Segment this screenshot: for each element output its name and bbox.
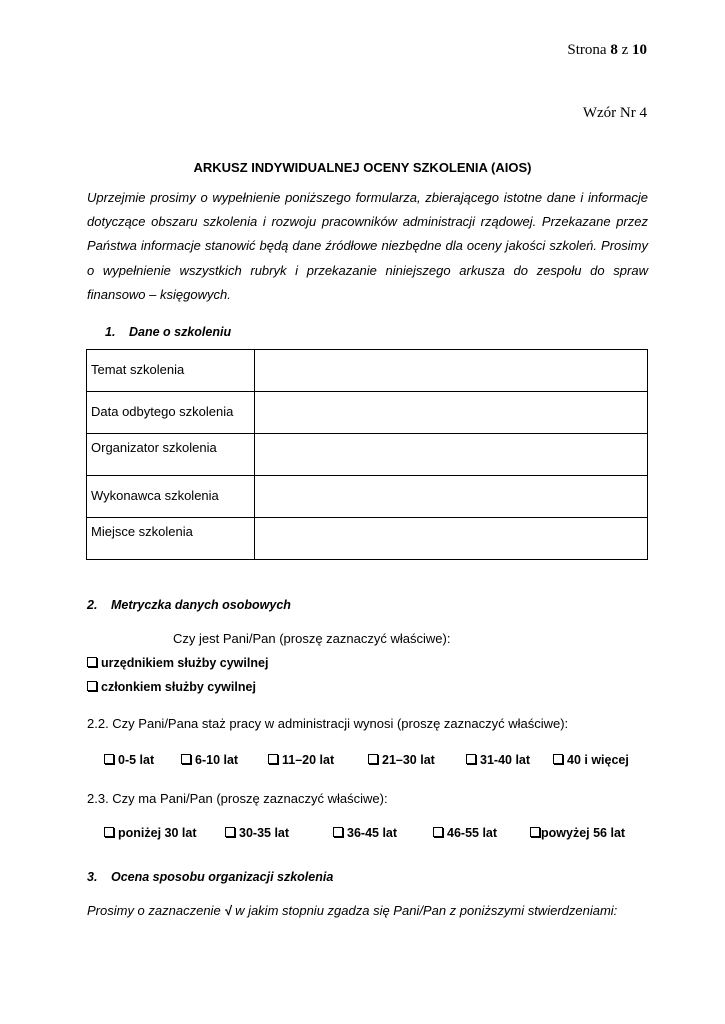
checkbox-icon[interactable]	[225, 827, 235, 837]
row-label: Organizator szkolenia	[87, 434, 255, 476]
checkbox-icon[interactable]	[87, 657, 97, 667]
option-staz-21-30[interactable]: 21–30 lat	[368, 753, 435, 767]
section-2-heading: 2. Metryczka danych osobowych	[87, 598, 291, 612]
option-staz-6-10[interactable]: 6-10 lat	[181, 753, 238, 767]
miejsce-field[interactable]	[255, 518, 648, 560]
table-row	[87, 350, 648, 392]
row-label: Temat szkolenia	[87, 350, 255, 392]
checkbox-icon[interactable]	[104, 827, 114, 837]
row-label: Data odbytego szkolenia	[87, 392, 255, 434]
checkbox-icon[interactable]	[268, 754, 278, 764]
question-2-2: 2.2. Czy Pani/Pana staż pracy w administracji wynosi (proszę zaznaczyć właściwe):	[87, 716, 569, 731]
training-data-table	[86, 349, 648, 560]
document-title: ARKUSZ INDYWIDUALNEJ OCENY SZKOLENIA (AIOS)	[193, 160, 532, 175]
option-wiek-46-55[interactable]: 46-55 lat	[433, 826, 497, 840]
checkbox-icon[interactable]	[368, 754, 378, 764]
option-wiek-30-35[interactable]: 30-35 lat	[225, 826, 289, 840]
data-field[interactable]	[255, 392, 648, 434]
option-staz-31-40[interactable]: 31-40 lat	[466, 753, 530, 767]
question-2-3: 2.3. Czy ma Pani/Pan (proszę zaznaczyć właściwe):	[87, 791, 388, 806]
checkbox-icon[interactable]	[466, 754, 476, 764]
form-template-label: Wzór Nr 4	[582, 105, 647, 121]
checkbox-icon[interactable]	[530, 827, 540, 837]
question-2-1: Czy jest Pani/Pan (proszę zaznaczyć właściwe):	[173, 631, 451, 646]
option-czlonek[interactable]: członkiem służby cywilnej	[87, 680, 256, 694]
checkmark-symbol: √	[224, 903, 232, 918]
checkbox-icon[interactable]	[104, 754, 114, 764]
option-staz-40-plus[interactable]: 40 i więcej	[553, 753, 629, 767]
section-3-heading: 3. Ocena sposobu organizacji szkolenia	[87, 870, 334, 884]
checkbox-icon[interactable]	[553, 754, 563, 764]
wykonawca-field[interactable]	[255, 476, 648, 518]
checkbox-icon[interactable]	[333, 827, 343, 837]
option-staz-0-5[interactable]: 0-5 lat	[104, 753, 154, 767]
organizator-field[interactable]	[255, 434, 648, 476]
option-staz-11-20[interactable]: 11–20 lat	[268, 753, 334, 767]
row-label: Miejsce szkolenia	[87, 518, 255, 560]
checkbox-icon[interactable]	[181, 754, 191, 764]
checkbox-icon[interactable]	[433, 827, 443, 837]
intro-paragraph: Uprzejmie prosimy o wypełnienie poniższego formularza, zbierającego istotne dane i informacje dotyczące obszaru szkolenia i rozwoju pracowników administracji rządowej. Przekazane przez Państwa informacje stanowić będą dane źródłowe niezbędne dla oceny jakości szkoleń. Prosimy o wypełnienie wszystkich rubryk i przekazanie niniejszego arkusza do zespołu do spraw finansowo – księgowych.	[87, 190, 648, 302]
section-3-instruction: Prosimy o zaznaczenie √ w jakim stopniu zgadza się Pani/Pan z poniższymi stwierdzeniami:	[87, 903, 618, 918]
option-urzednik[interactable]: urzędnikiem służby cywilnej	[87, 656, 268, 670]
option-wiek-ponizej-30[interactable]: poniżej 30 lat	[104, 826, 197, 840]
section-1-heading: 1. Dane o szkoleniu	[105, 325, 232, 339]
option-wiek-powyzej-56[interactable]: powyżej 56 lat	[530, 826, 625, 840]
temat-field[interactable]	[255, 350, 648, 392]
page-number: Strona 8 z 10	[567, 42, 647, 58]
table-row	[87, 434, 648, 476]
checkbox-icon[interactable]	[87, 681, 97, 691]
table-row	[87, 476, 648, 518]
row-label: Wykonawca szkolenia	[87, 476, 255, 518]
option-wiek-36-45[interactable]: 36-45 lat	[333, 826, 397, 840]
table-row	[87, 392, 648, 434]
table-row	[87, 518, 648, 560]
